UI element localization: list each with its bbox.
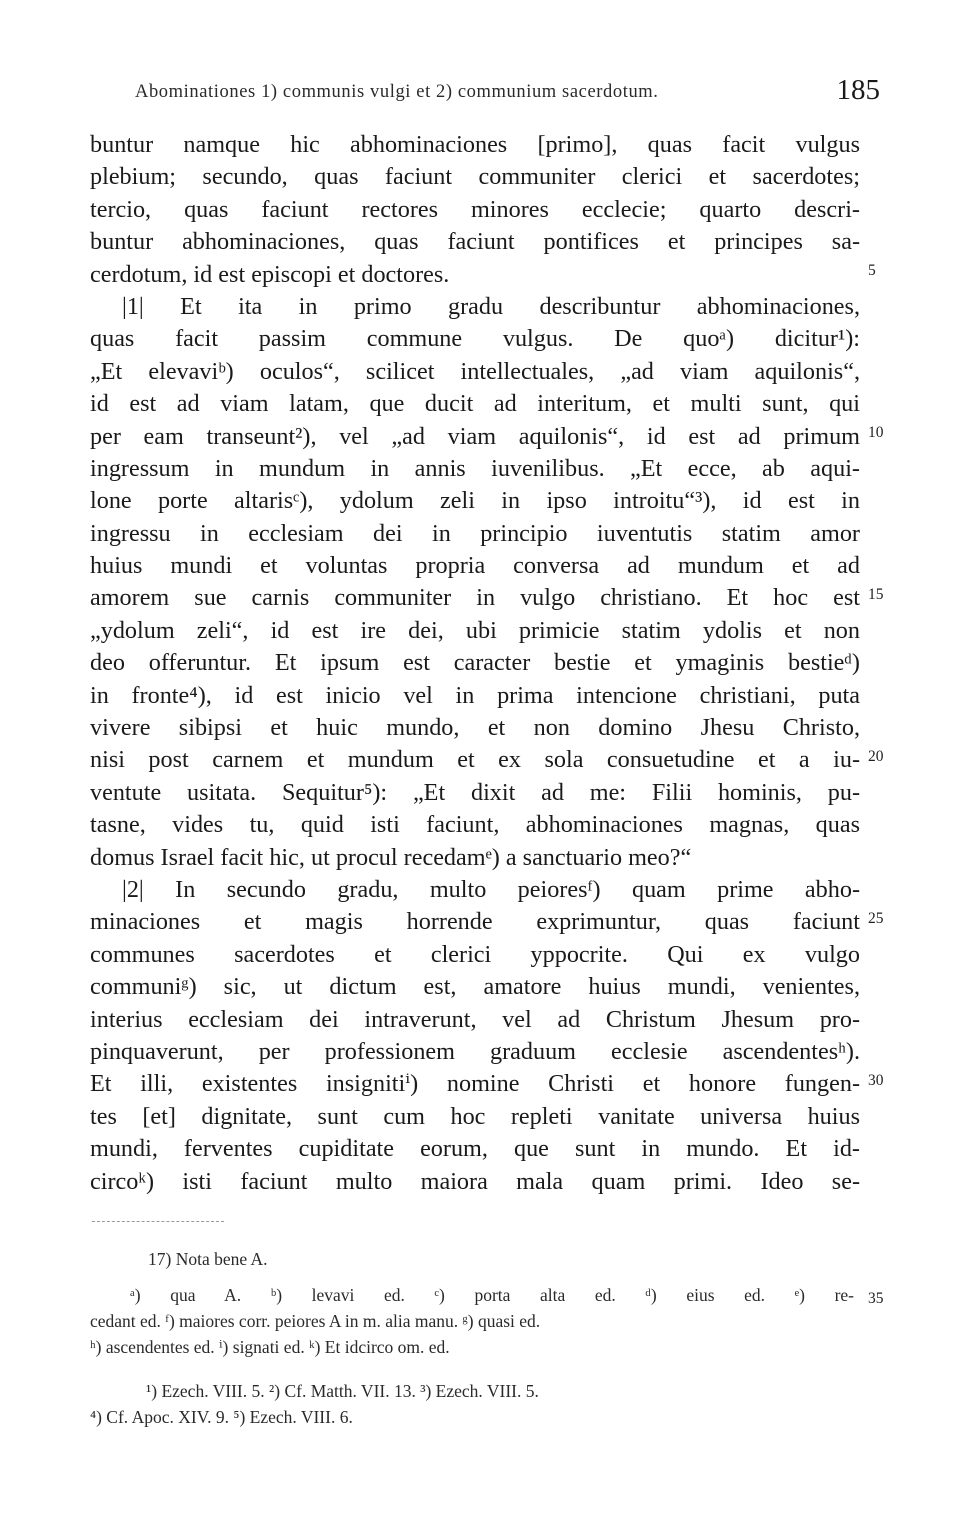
source-footnote: ⁴) Cf. Apoc. XIV. 9. ⁵) Ezech. VIII. 6. [90, 1407, 353, 1427]
text-line: in fronte⁴), id est inicio vel in prima intencione christiani, puta [90, 681, 860, 709]
variant-footnote: ᵃ) qua A. ᵇ) levavi ed. ᶜ) porta alta ed. ᵈ) eius ed. ᵉ) re- [130, 1285, 854, 1305]
text-line: buntur namque hic abhominaciones [primo], quas facit vulgus [90, 131, 860, 158]
text-line: per eam transeunt²), vel „ad viam aquilonis“, id est ad primum [90, 422, 860, 450]
line-number: 20 [868, 748, 884, 765]
line-number: 5 [868, 262, 876, 279]
text-line: circoᵏ) isti faciunt multo maiora mala quam primi. Ideo se- [90, 1167, 860, 1195]
text-line: ingressu in ecclesiam dei in principio iuventutis statim amor [90, 519, 860, 547]
running-title: Abominationes 1) communis vulgi et 2) communium sacerdotum. [135, 82, 659, 102]
page-header [135, 74, 880, 114]
footnotes [90, 1246, 860, 1430]
text-line: pinquaverunt, per professionem graduum ecclesie ascendentesʰ). [90, 1037, 860, 1065]
text-line: deo offeruntur. Et ipsum est caracter bestie et ymaginis bestieᵈ) [90, 649, 860, 677]
text-line: communes sacerdotes et clerici yppocrite. Qui ex vulgo [90, 940, 860, 968]
text-line: huius mundi et voluntas propria conversa ad mundum et ad [90, 552, 860, 580]
text-line: nisi post carnem et mundum et ex sola consuetudine et a iu- [90, 746, 860, 774]
text-line: tes [et] dignitate, sunt cum hoc repleti vanitate universa huius [90, 1102, 860, 1130]
text-line: ingressum in mundum in annis iuvenilibus. „Et ecce, ab aqui- [90, 454, 860, 482]
line-number: 30 [868, 1072, 884, 1089]
source-footnote: ¹) Ezech. VIII. 5. ²) Cf. Matth. VII. 13. ³) Ezech. VIII. 5. [146, 1381, 539, 1401]
page-number: 185 [836, 74, 880, 106]
text-line: amorem sue carnis communiter in vulgo christiano. Et hoc est [90, 584, 860, 612]
text-line: minaciones et magis horrende exprimuntur, quas faciunt [90, 908, 860, 936]
variant-footnote: ʰ) ascendentes ed. ⁱ) signati ed. ᵏ) Et idcirco om. ed. [90, 1337, 450, 1357]
text-line: cerdotum, id est episcopi et doctores. [90, 260, 450, 288]
text-line: quas facit passim commune vulgus. De quoᵃ) dicitur¹): [90, 325, 860, 353]
text-line: plebium; secundo, quas faciunt communiter clerici et sacerdotes; [90, 163, 860, 191]
text-line: tasne, vides tu, quid isti faciunt, abhominaciones magnas, quas [90, 811, 860, 839]
text-line: Et illi, existentes insignitiⁱ) nomine Christi et honore fungen- [90, 1070, 860, 1098]
text-line: buntur abhominaciones, quas faciunt pontifices et principes sa- [90, 228, 860, 256]
text-line: mundi, ferventes cupiditate eorum, que sunt in mundo. Et id- [90, 1135, 860, 1163]
text-line: „Et elevaviᵇ) oculos“, scilicet intellectuales, „ad viam aquilonis“, [90, 357, 860, 385]
line-number: 10 [868, 424, 884, 441]
text-line: ventute usitata. Sequitur⁵): „Et dixit ad me: Filii hominis, pu- [90, 778, 860, 806]
line-number: 35 [868, 1290, 884, 1307]
text-line: tercio, quas faciunt rectores minores ecclecie; quarto descri- [90, 195, 860, 223]
variant-footnote: cedant ed. ᶠ) maiores corr. peiores A in m. alia manu. ᵍ) quasi ed. [90, 1311, 541, 1331]
text-line: id est ad viam latam, que ducit ad interitum, et multi sunt, qui [90, 390, 860, 418]
text-line: vivere sibipsi et huic mundo, et non domino Jhesu Christo, [90, 714, 860, 742]
text-line: |2| In secundo gradu, multo peioresᶠ) quam prime abho- [122, 875, 860, 903]
footnote-separator [92, 1221, 224, 1222]
text-line: „ydolum zeli“, id est ire dei, ubi primicie statim ydolis et non [90, 616, 860, 644]
text-line: interius ecclesiam dei intraverunt, vel ad Christum Jhesum pro- [90, 1005, 860, 1033]
text-line: domus Israel facit hic, ut procul recedamᵉ) a sanctuario meo?“ [90, 843, 692, 871]
text-line: |1| Et ita in primo gradu describuntur abhominaciones, [122, 292, 860, 320]
text-line: communiᵍ) sic, ut dictum est, amatore huius mundi, venientes, [90, 973, 860, 1001]
footnote-nota: 17) Nota bene A. [148, 1249, 268, 1269]
text-line: lone porte altarisᶜ), ydolum zeli in ipso introitu“³), id est in [90, 487, 860, 515]
line-number: 15 [868, 586, 884, 603]
line-number: 25 [868, 910, 884, 927]
main-text [90, 129, 860, 1198]
